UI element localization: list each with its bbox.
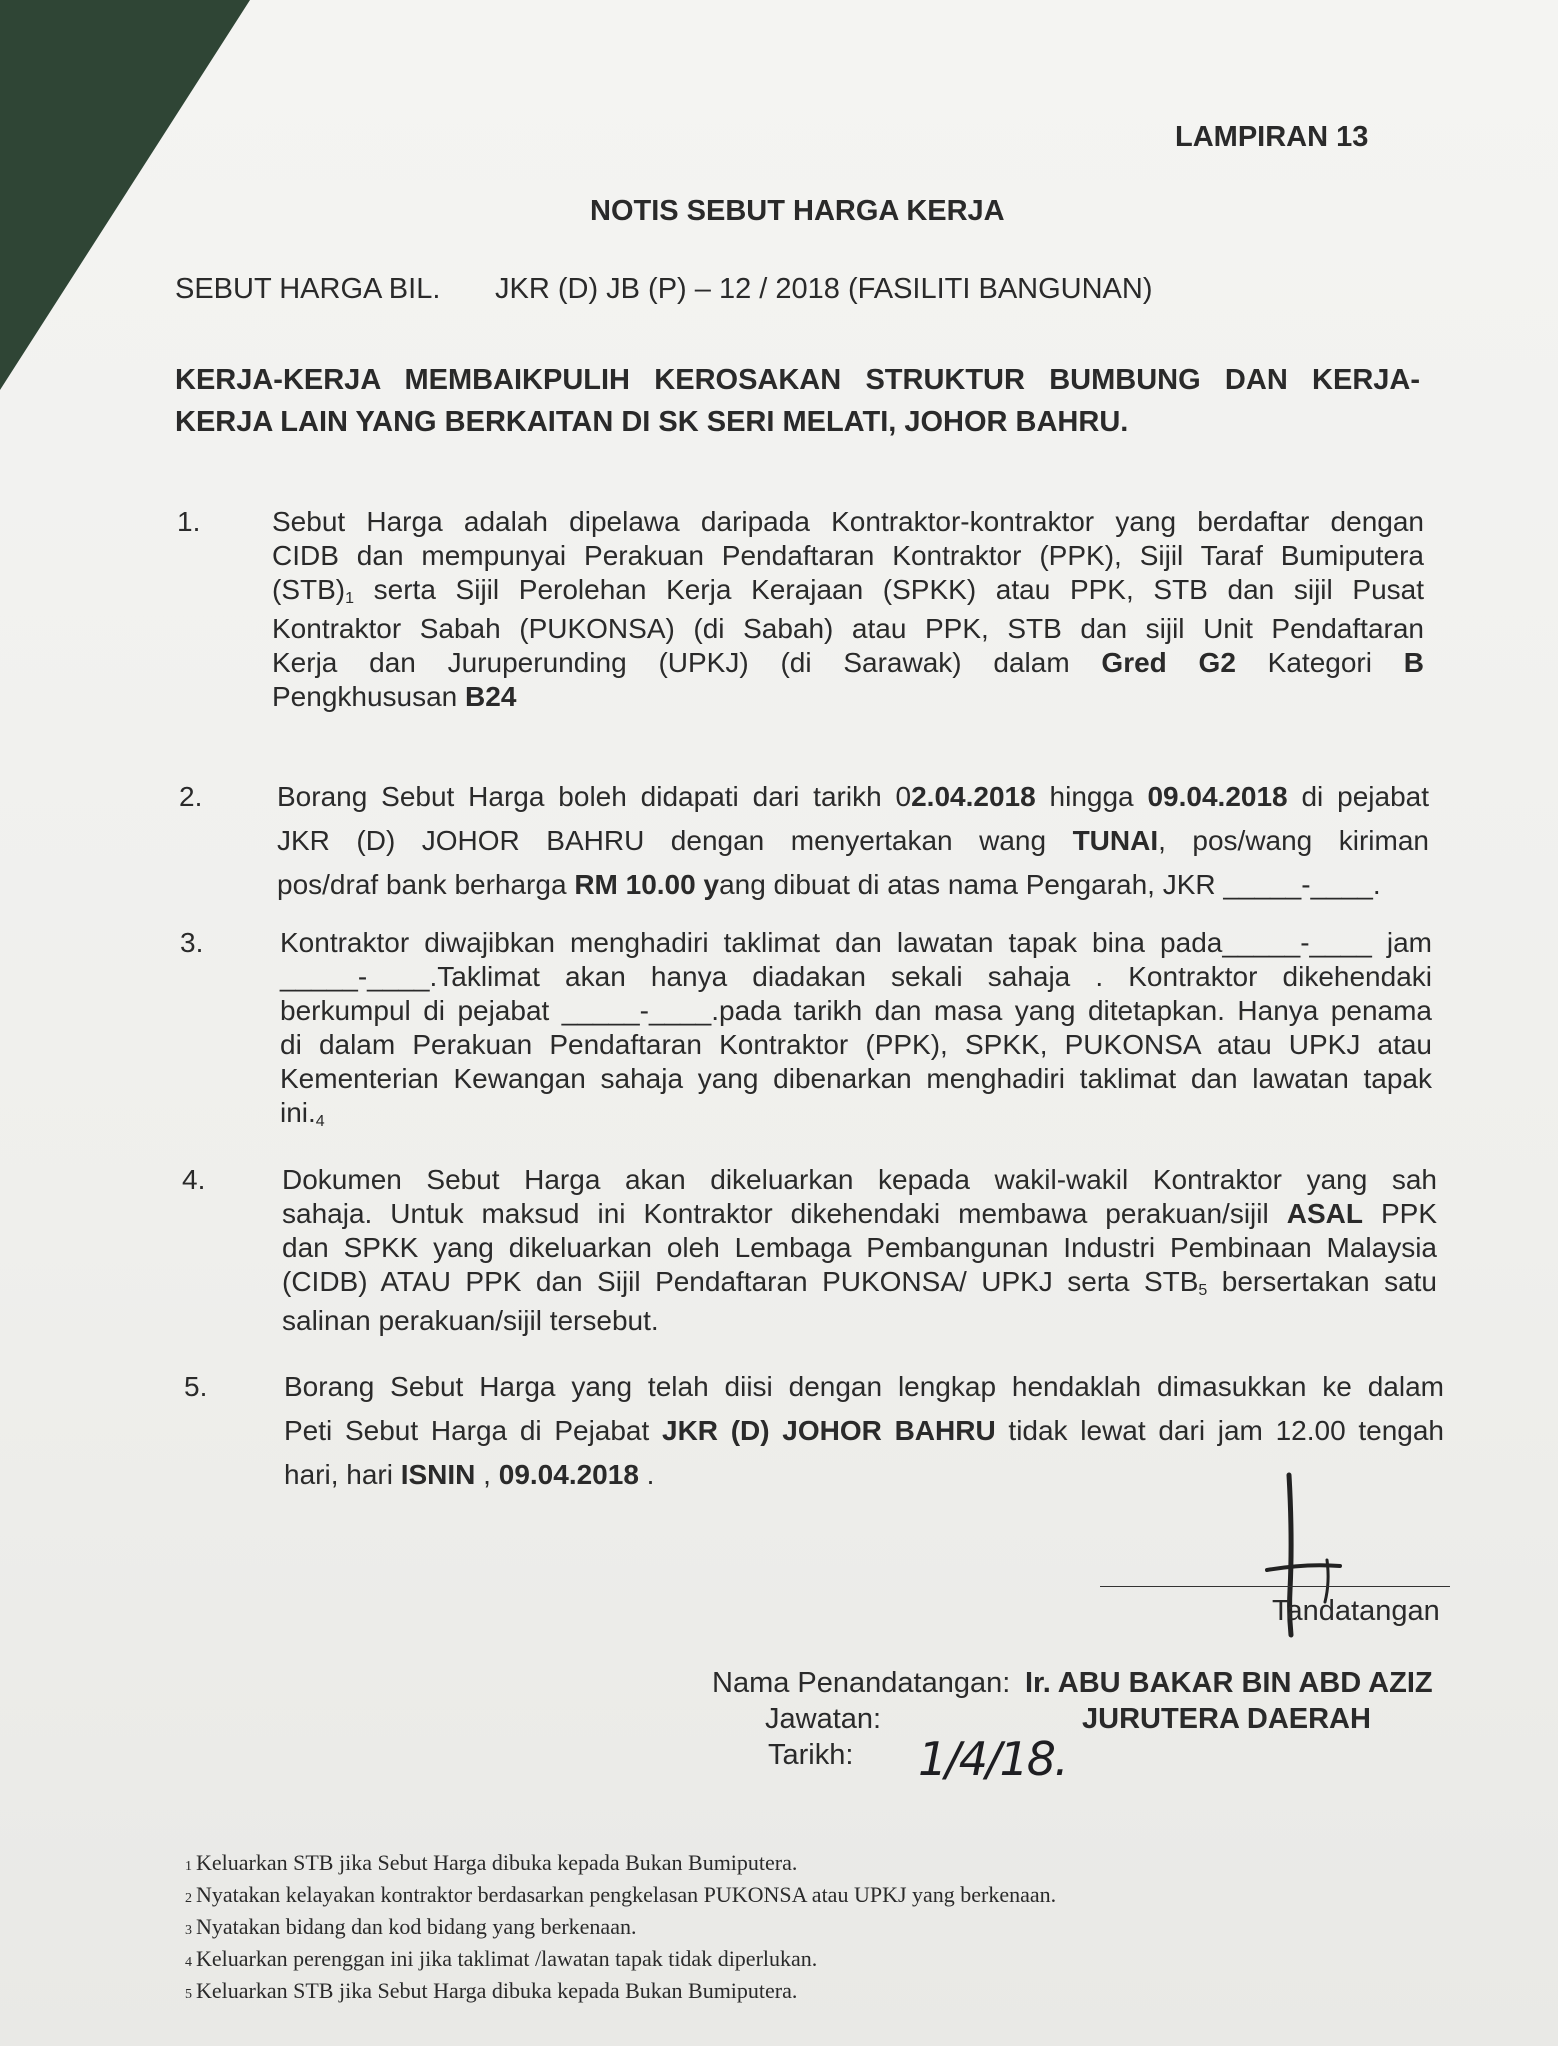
paragraph-2: 2. Borang Sebut Harga boleh didapati dari tarikh 02.04.2018 hingga 09.04.2018 di pejabat JKR (D) JOHOR BAHRU dengan menyertakan wang TUNAI, pos/wang kiriman pos/draf bank berharga RM 10.00 yang dibuat di atas nama Pengarah, JKR _____-____.: [277, 775, 1429, 907]
document-title: NOTIS SEBUT HARGA KERJA: [590, 195, 1005, 227]
signature-label: Tandatangan: [1272, 1595, 1440, 1627]
paragraph-number: 3.: [180, 927, 204, 958]
paragraph-number: 1.: [177, 506, 201, 537]
footnote-1: 1 Keluarkan STB jika Sebut Harga dibuka kepada Bukan Bumiputera.: [185, 1850, 798, 1875]
position-value: JURUTERA DAERAH: [1082, 1703, 1371, 1735]
signatory-name-label: Nama Penandatangan:: [712, 1667, 1011, 1699]
paragraph-5: 5. Borang Sebut Harga yang telah diisi dengan lengkap hendaklah dimasukkan ke dalam Peti Sebut Harga di Pejabat JKR (D) JOHOR BAHRU tidak lewat dari jam 12.00 tengah hari, hari ISNIN , 09.04.2018 .: [284, 1365, 1444, 1497]
subject-line-1: KERJA-KERJA MEMBAIKPULIH KEROSAKAN STRUKTUR BUMBUNG DAN KERJA-: [175, 364, 1420, 396]
paragraph-number: 5.: [184, 1371, 208, 1402]
position-label: Jawatan:: [765, 1703, 882, 1735]
paragraph-1: 1. Sebut Harga adalah dipelawa daripada Kontraktor-kontraktor yang berdaftar dengan CIDB dan mempunyai Perakuan Pendaftaran Kontraktor (PPK), Sijil Taraf Bumiputera (STB)1 serta Sijil Perolehan Kerja Kerajaan (SPKK) atau PPK, STB dan sijil Pusat Kontraktor Sabah (PUKONSA) (di Sabah) atau PPK, STB dan sijil Unit Pendaftaran Kerja dan Juruperunding (UPKJ) (di Sarawak) dalam Gred G2 Kategori B Pengkhususan B24: [177, 506, 1424, 712]
paragraph-3: 3. Kontraktor diwajibkan menghadiri taklimat dan lawatan tapak bina pada_____-____ jam _____-____.Taklimat akan hanya diadakan sekali sahaja . Kontraktor dikehendaki berkumpul di pejabat _____-____.pada tarikh dan masa yang ditetapkan. Hanya penama di dalam Perakuan Pendaftaran Kontraktor (PPK), SPKK, PUKONSA atau UPKJ atau Kementerian Kewangan sahaja yang dibenarkan menghadiri taklimat dan lawatan tapak ini.4: [180, 927, 1432, 1130]
subject-line-2: KERJA LAIN YANG BERKAITAN DI SK SERI MELATI, JOHOR BAHRU.: [175, 406, 1129, 438]
footnote-3: 3 Nyatakan bidang dan kod bidang yang berkenaan.: [185, 1914, 637, 1939]
date-label: Tarikh:: [768, 1739, 854, 1771]
footnote-2: 2 Nyatakan kelayakan kontraktor berdasarkan pengkelasan PUKONSA atau UPKJ yang berkenaan.: [185, 1882, 1057, 1907]
reference-label: SEBUT HARGA BIL.: [175, 273, 441, 305]
signatory-name: Ir. ABU BAKAR BIN ABD AZIZ: [1025, 1667, 1433, 1699]
paragraph-number: 4.: [182, 1164, 206, 1195]
footnote-4: 4 Keluarkan perenggan ini jika taklimat /lawatan tapak tidak diperlukan.: [185, 1946, 818, 1971]
signature-line: [1100, 1586, 1450, 1587]
reference-number: JKR (D) JB (P) – 12 / 2018 (FASILITI BANGUNAN): [495, 273, 1153, 305]
handwritten-date: 1/4/18.: [918, 1732, 1067, 1786]
paragraph-4: 4. Dokumen Sebut Harga akan dikeluarkan kepada wakil-wakil Kontraktor yang sah sahaja. Untuk maksud ini Kontraktor dikehendaki membawa perakuan/sijil ASAL PPK dan SPKK yang dikeluarkan oleh Lembaga Pembangunan Industri Pembinaan Malaysia (CIDB) ATAU PPK dan Sijil Pendaftaran PUKONSA/ UPKJ serta STB5 bersertakan satu salinan perakuan/sijil tersebut.: [182, 1164, 1438, 1336]
lampiran-label: LAMPIRAN 13: [1175, 121, 1369, 153]
footnote-5: 5 Keluarkan STB jika Sebut Harga dibuka kepada Bukan Bumiputera.: [185, 1978, 798, 2003]
paragraph-number: 2.: [179, 781, 203, 812]
